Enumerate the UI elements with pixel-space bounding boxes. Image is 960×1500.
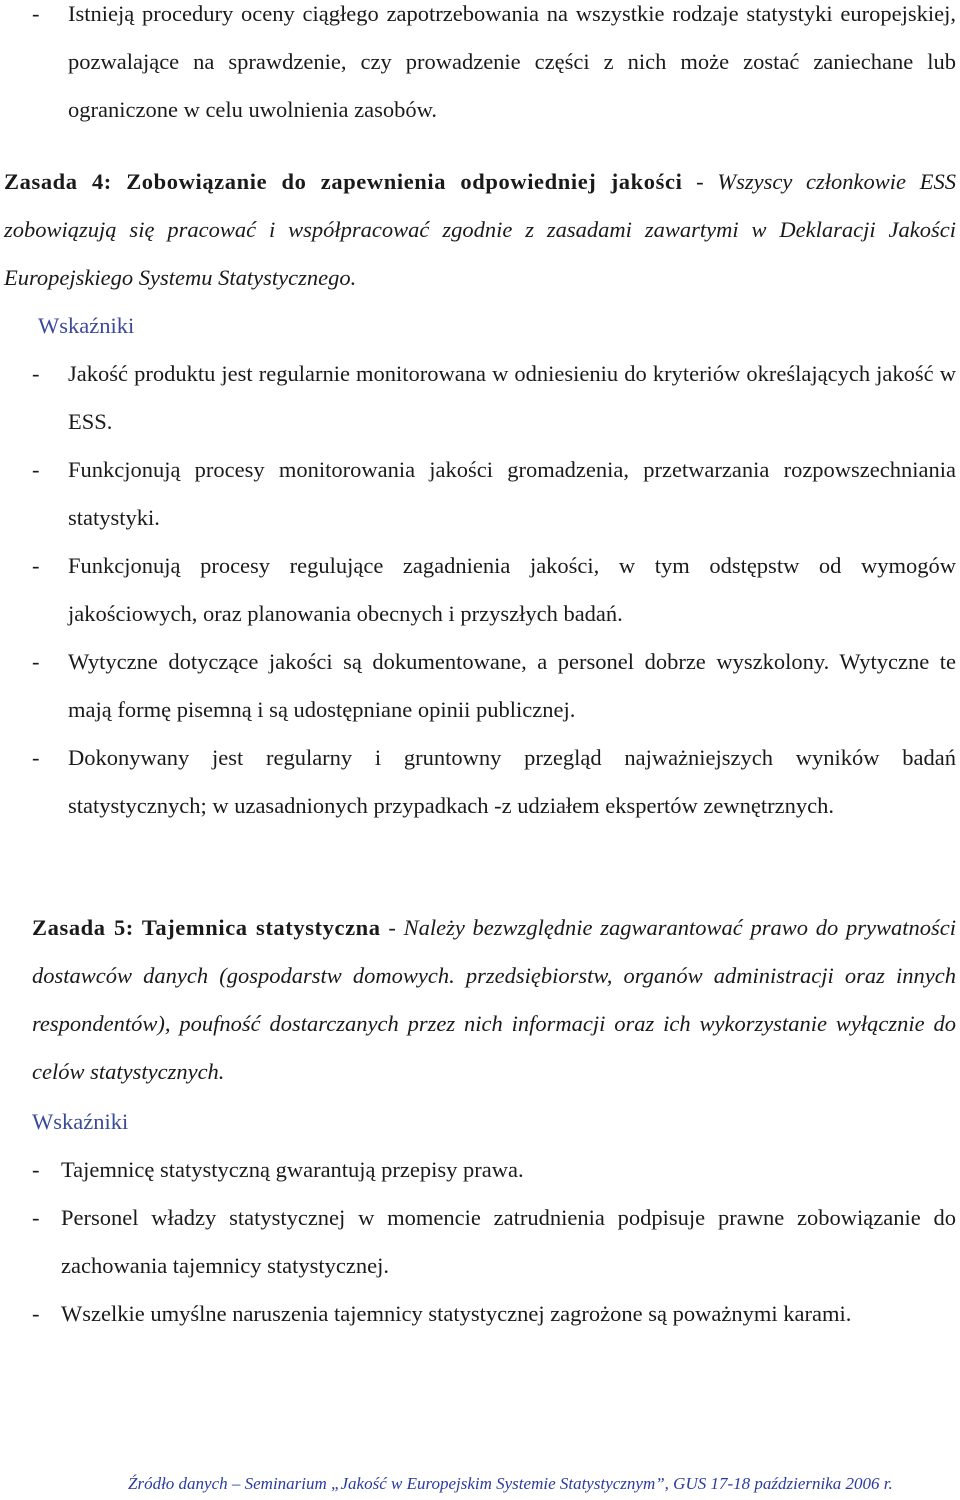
- source-footnote: Źródło danych – Seminarium „Jakość w Europejskim Systemie Statystycznym”, GUS 17-18 października 2006 r.: [128, 1474, 893, 1493]
- list-item-text: Istnieją procedury oceny ciągłego zapotrzebowania na wszystkie rodzaje statystyki europejskiej, pozwalające na sprawdzenie, czy prowadzenie części z nich może zostać zaniechane lub ograniczone w celu uwolnienia zasobów.: [68, 1, 956, 122]
- principle-5-indicators-list: [32, 1146, 956, 1338]
- list-item-text: Wytyczne dotyczące jakości są dokumentowane, a personel dobrze wyszkolony. Wytyczne te mają formę pisemną i są udostępniane opinii publicznej.: [68, 649, 956, 722]
- list-item-text: Funkcjonują procesy monitorowania jakości gromadzenia, przetwarzania rozpowszechniania statystyki.: [68, 457, 956, 530]
- principle-4-description: Wszyscy członkowie ESS zobowiązują się pracować i współpracować zgodnie z zasadami zawartymi w Deklaracji Jakości Europejskiego Systemu Statystycznego.: [4, 169, 956, 290]
- principle-5-description: Należy bezwzględnie zagwarantować prawo do prywatności dostawców danych (gospodarstw domowych. przedsiębiorstw, organów administracji oraz innych respondentów), poufność dostarczanych przez nich informacji oraz ich wykorzystanie wyłącznie do celów statystycznych.: [32, 915, 956, 1084]
- list-item: - Funkcjonują procesy regulujące zagadnienia jakości, w tym odstępstw od wymogów jakościowych, oraz planowania obecnych i przyszłych badań.: [32, 553, 956, 626]
- list-item: - Wszelkie umyślne naruszenia tajemnicy statystycznej zagrożone są poważnymi karami.: [32, 1301, 852, 1326]
- principle-4-paragraph: [4, 158, 956, 302]
- list-item-text: Funkcjonują procesy regulujące zagadnienia jakości, w tym odstępstw od wymogów jakościowych, oraz planowania obecnych i przyszłych badań.: [68, 553, 956, 626]
- list-item-text: Jakość produktu jest regularnie monitorowana w odniesieniu do kryteriów określających jakość w ESS.: [68, 361, 956, 434]
- principle-5-separator: -: [380, 915, 404, 940]
- list-item: [32, 0, 956, 134]
- list-item: - Tajemnicę statystyczną gwarantują przepisy prawa.: [32, 1157, 524, 1182]
- list-item: - Funkcjonują procesy monitorowania jakości gromadzenia, przetwarzania rozpowszechniania statystyki.: [32, 457, 956, 530]
- principle-4-separator: -: [682, 169, 718, 194]
- list-item: - Personel władzy statystycznej w momencie zatrudnienia podpisuje prawne zobowiązanie do zachowania tajemnicy statystycznej.: [32, 1205, 956, 1278]
- principle-5-paragraph: [32, 904, 956, 1096]
- list-item-text: Dokonywany jest regularny i gruntowny przegląd najważniejszych wyników badań statystycznych; w uzasadnionych przypadkach -z udziałem ekspertów zewnętrznych.: [68, 745, 956, 818]
- list-item: - Wytyczne dotyczące jakości są dokumentowane, a personel dobrze wyszkolony. Wytyczne te mają formę pisemną i są udostępniane opinii publicznej.: [32, 649, 956, 722]
- list-item-text: Wszelkie umyślne naruszenia tajemnicy statystycznej zagrożone są poważnymi karami.: [61, 1301, 852, 1326]
- list-item: - Jakość produktu jest regularnie monitorowana w odniesieniu do kryteriów określających jakość w ESS.: [32, 361, 956, 434]
- list-dash: -: [32, 1, 40, 26]
- principle-4-indicators-label: Wskaźniki: [38, 313, 135, 338]
- list-item-text: Tajemnicę statystyczną gwarantują przepisy prawa.: [61, 1157, 524, 1182]
- principle-4-indicators-list: [32, 350, 956, 830]
- principle-5-indicators-label: Wskaźniki: [32, 1109, 129, 1134]
- principle-4-heading: Zasada 4: Zobowiązanie do zapewnienia odpowiedniej jakości: [4, 169, 683, 194]
- list-item-text: Personel władzy statystycznej w momencie zatrudnienia podpisuje prawne zobowiązanie do zachowania tajemnicy statystycznej.: [61, 1205, 956, 1278]
- intro-section: [32, 0, 956, 134]
- list-item: - Dokonywany jest regularny i gruntowny przegląd najważniejszych wyników badań statystycznych; w uzasadnionych przypadkach -z udziałem ekspertów zewnętrznych.: [32, 745, 956, 818]
- principle-5-heading: Zasada 5: Tajemnica statystyczna: [32, 915, 381, 940]
